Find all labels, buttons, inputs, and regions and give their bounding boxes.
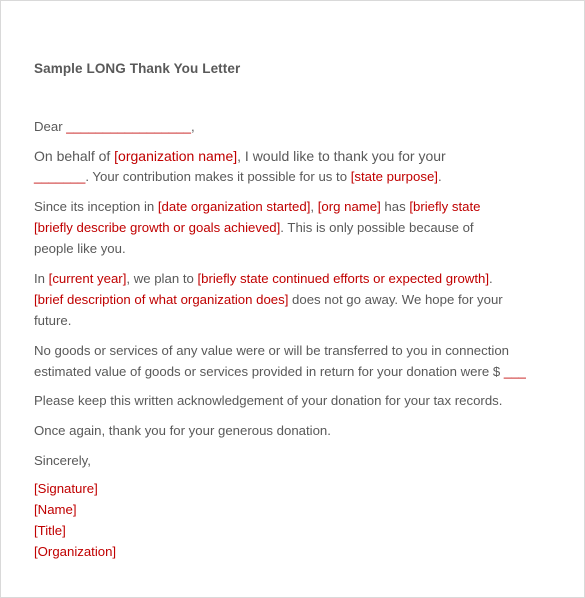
placeholder-org-description: [brief description of what organization does] xyxy=(34,292,289,307)
para5-line: Please keep this written acknowledgement of your donation for your tax records. xyxy=(34,393,503,408)
placeholder-date-started: [date organization started] xyxy=(157,199,311,214)
recipient-blank: _________________ xyxy=(66,119,191,134)
para3-line3: future. xyxy=(34,313,72,328)
closing-line: Sincerely, xyxy=(34,453,91,468)
placeholder-current-year: [current year] xyxy=(48,271,127,286)
text-segment: . This is only possible because of xyxy=(280,220,474,235)
text-segment: . Your contribution makes it possible for us to xyxy=(85,169,351,184)
text-segment: , xyxy=(310,199,318,214)
text-segment: has xyxy=(380,199,410,214)
salutation-line xyxy=(34,119,195,134)
para2-line2 xyxy=(34,220,474,235)
para4-line1: No goods or services of any value were or will be transferred to you in connection xyxy=(34,343,509,358)
placeholder-state-purpose: [state purpose] xyxy=(350,169,438,184)
placeholder-signature: [Signature] xyxy=(34,481,98,496)
text-segment: In xyxy=(34,271,49,286)
placeholder-briefly-state: [briefly state xyxy=(409,199,481,214)
text-segment: On behalf of xyxy=(34,148,115,164)
salutation-punct: , xyxy=(190,119,195,134)
para6-line: Once again, thank you for your generous donation. xyxy=(34,423,331,438)
para1-line1 xyxy=(34,148,446,164)
placeholder-continued-efforts: [briefly state continued efforts or expected growth] xyxy=(197,271,489,286)
placeholder-name: [Name] xyxy=(34,502,77,517)
placeholder-organization: [Organization] xyxy=(34,544,117,559)
para1-line2 xyxy=(34,169,442,184)
placeholder-title: [Title] xyxy=(34,523,66,538)
placeholder-organization-name: [organization name] xyxy=(114,148,238,164)
value-blank: ___ xyxy=(503,364,526,379)
letter-title: Sample LONG Thank You Letter xyxy=(34,61,241,76)
para3-line1 xyxy=(34,271,493,286)
text-segment: , I would like to thank you for your xyxy=(237,148,446,164)
text-segment: estimated value of goods or services provided in return for your donation were $ xyxy=(34,364,504,379)
para2-line3: people like you. xyxy=(34,241,126,256)
salutation-text: Dear xyxy=(34,119,67,134)
placeholder-growth-goals: [briefly describe growth or goals achieved] xyxy=(34,220,281,235)
para4-line2 xyxy=(34,364,526,379)
text-segment: . xyxy=(437,169,442,184)
placeholder-org-name: [org name] xyxy=(317,199,381,214)
para2-line1 xyxy=(34,199,480,214)
gift-blank: _______ xyxy=(34,169,86,184)
text-segment: . xyxy=(489,271,493,286)
para3-line2 xyxy=(34,292,503,307)
text-segment: Since its inception in xyxy=(34,199,158,214)
text-segment: , we plan to xyxy=(126,271,198,286)
text-segment: does not go away. We hope for your xyxy=(288,292,503,307)
